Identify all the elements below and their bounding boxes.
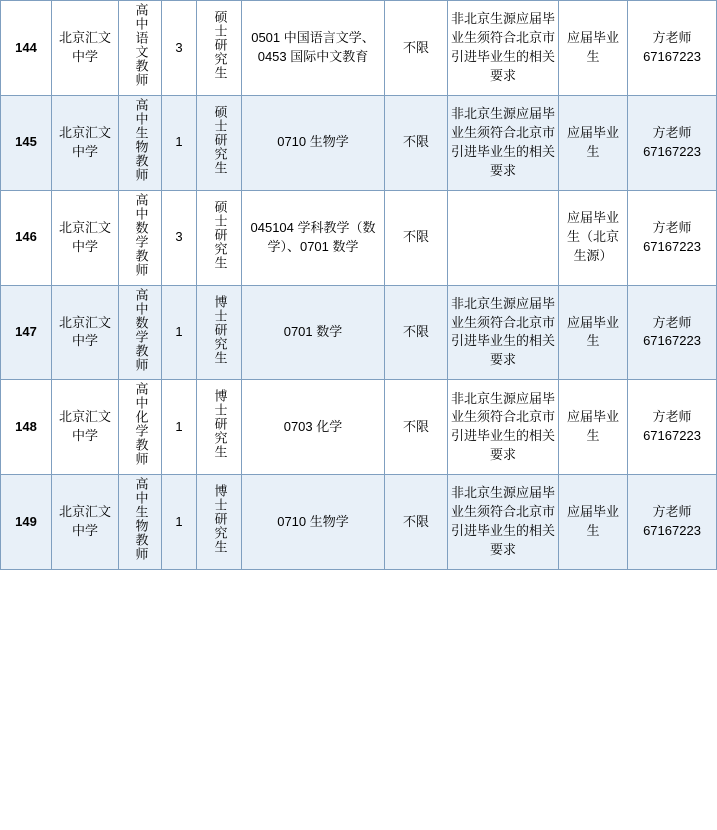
headcount: 1 <box>162 95 197 190</box>
other-limit: 不限 <box>385 380 448 475</box>
contact-phone: 67167223 <box>643 428 701 444</box>
degree-label: 硕士研究生 <box>212 104 228 175</box>
contact-phone: 67167223 <box>643 523 701 539</box>
post-name <box>119 475 162 570</box>
headcount: 1 <box>162 380 197 475</box>
post-name <box>119 380 162 475</box>
school-name: 北京汇文中学 <box>52 380 119 475</box>
contact-name: 方老师 <box>652 314 692 330</box>
other-limit: 不限 <box>385 190 448 285</box>
contact-phone: 67167223 <box>643 143 701 159</box>
contact-info <box>628 475 717 570</box>
household-requirement: 非北京生源应届毕业生须符合北京市引进毕业生的相关要求 <box>448 380 559 475</box>
post-label: 高中语文教师 <box>133 3 149 87</box>
degree-label: 硕士研究生 <box>212 10 228 80</box>
contact-info <box>628 1 717 96</box>
degree-label: 硕士研究生 <box>212 199 228 270</box>
degree-requirement <box>197 380 242 475</box>
contact-info <box>628 95 717 190</box>
graduate-status: 应届毕业生 <box>559 1 628 96</box>
household-requirement: 非北京生源应届毕业生须符合北京市引进毕业生的相关要求 <box>448 95 559 190</box>
school-name: 北京汇文中学 <box>52 190 119 285</box>
degree-requirement <box>197 95 242 190</box>
post-label: 高中化学教师 <box>133 382 149 467</box>
headcount: 3 <box>162 190 197 285</box>
post-name <box>119 1 162 96</box>
contact-name: 方老师 <box>652 409 692 425</box>
headcount: 3 <box>162 1 197 96</box>
post-label: 高中生物教师 <box>133 477 149 562</box>
graduate-status: 应届毕业生 <box>559 475 628 570</box>
headcount: 1 <box>162 475 197 570</box>
graduate-status: 应届毕业生 <box>559 95 628 190</box>
household-requirement: 非北京生源应届毕业生须符合北京市引进毕业生的相关要求 <box>448 285 559 380</box>
contact-name: 方老师 <box>652 124 692 140</box>
contact-name: 方老师 <box>652 30 692 46</box>
major-requirement: 0703 化学 <box>242 380 385 475</box>
other-limit: 不限 <box>385 285 448 380</box>
table-row <box>1 1 717 96</box>
contact-info <box>628 285 717 380</box>
table-row <box>1 95 717 190</box>
post-label: 高中数学教师 <box>133 192 149 277</box>
school-name: 北京汇文中学 <box>52 95 119 190</box>
graduate-status: 应届毕业生 <box>559 380 628 475</box>
table-row <box>1 190 717 285</box>
contact-name: 方老师 <box>652 219 692 235</box>
other-limit: 不限 <box>385 95 448 190</box>
degree-label: 博士研究生 <box>212 484 228 555</box>
degree-label: 博士研究生 <box>212 294 228 365</box>
table-row <box>1 285 717 380</box>
major-requirement: 0710 生物学 <box>242 475 385 570</box>
major-requirement: 045104 学科教学（数学）、0701 数学 <box>242 190 385 285</box>
post-label: 高中数学教师 <box>133 287 149 372</box>
household-requirement <box>448 190 559 285</box>
row-number: 144 <box>1 1 52 96</box>
post-label: 高中生物教师 <box>133 97 149 182</box>
other-limit: 不限 <box>385 475 448 570</box>
post-name <box>119 190 162 285</box>
major-requirement: 0701 数学 <box>242 285 385 380</box>
major-requirement: 0501 中国语言文学、0453 国际中文教育 <box>242 1 385 96</box>
degree-label: 博士研究生 <box>212 389 228 460</box>
table-body <box>1 1 717 570</box>
household-requirement: 非北京生源应届毕业生须符合北京市引进毕业生的相关要求 <box>448 1 559 96</box>
other-limit: 不限 <box>385 1 448 96</box>
row-number: 147 <box>1 285 52 380</box>
contact-phone: 67167223 <box>643 238 701 254</box>
contact-phone: 67167223 <box>643 48 701 64</box>
contact-name: 方老师 <box>652 504 692 520</box>
degree-requirement <box>197 285 242 380</box>
contact-info <box>628 380 717 475</box>
table-row <box>1 380 717 475</box>
graduate-status: 应届毕业生 <box>559 285 628 380</box>
row-number: 148 <box>1 380 52 475</box>
table-row <box>1 475 717 570</box>
contact-info <box>628 190 717 285</box>
post-name <box>119 95 162 190</box>
headcount: 1 <box>162 285 197 380</box>
degree-requirement <box>197 190 242 285</box>
school-name: 北京汇文中学 <box>52 285 119 380</box>
graduate-status: 应届毕业生（北京生源） <box>559 190 628 285</box>
degree-requirement <box>197 1 242 96</box>
school-name: 北京汇文中学 <box>52 1 119 96</box>
household-requirement: 非北京生源应届毕业生须符合北京市引进毕业生的相关要求 <box>448 475 559 570</box>
school-name: 北京汇文中学 <box>52 475 119 570</box>
post-name <box>119 285 162 380</box>
major-requirement: 0710 生物学 <box>242 95 385 190</box>
contact-phone: 67167223 <box>643 333 701 349</box>
row-number: 149 <box>1 475 52 570</box>
row-number: 145 <box>1 95 52 190</box>
degree-requirement <box>197 475 242 570</box>
row-number: 146 <box>1 190 52 285</box>
